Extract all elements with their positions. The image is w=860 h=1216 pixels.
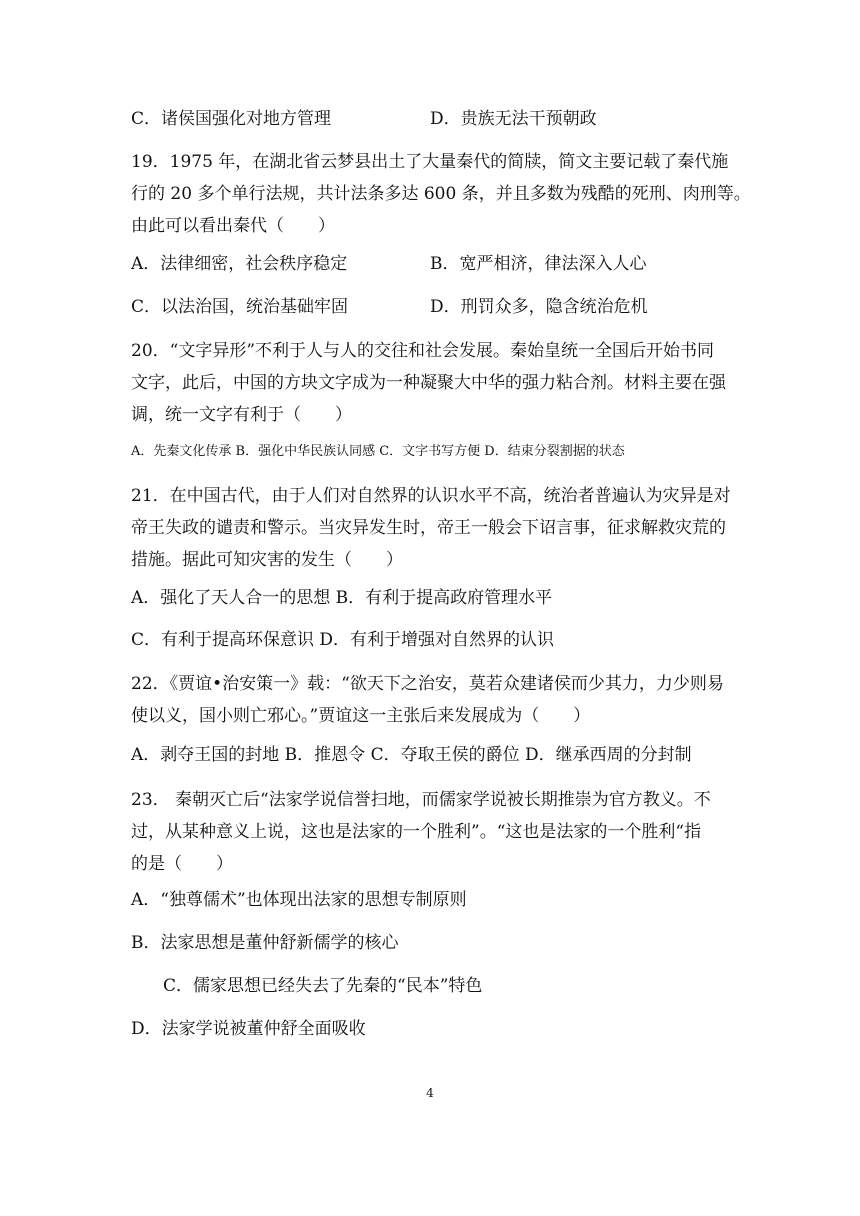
- option-c: C．诸侯国强化对地方管理: [131, 109, 332, 129]
- option-b: B．法家思想是董仲舒新儒学的核心: [131, 933, 399, 953]
- question-stem-line: 由此可以看出秦代（ ）: [131, 216, 335, 236]
- options-line: C．有利于提高环保意识 D．有利于增强对自然界的认识: [131, 630, 555, 650]
- question-stem-line: 22．《贾谊•治安策一》载：“欲天下之治安，莫若众建诸侯而少其力，力少则易: [131, 674, 724, 694]
- option-a: A．法律细密，社会秩序稳定: [131, 254, 348, 274]
- options-line: A．强化了天人合一的思想 B．有利于提高政府管理水平: [131, 588, 553, 608]
- question-stem-line: 使以义，国小则亡邪心。”贾谊这一主张后来发展成为（ ）: [131, 706, 591, 726]
- question-stem-line: 文字，此后，中国的方块文字成为一种凝聚大中华的强力粘合剂。材料主要在强: [131, 373, 726, 393]
- option-b: B．宽严相济，律法深入人心: [430, 254, 647, 274]
- options-line: A．先秦文化传承 B．强化中华民族认同感 C．文字书写方便 D．结束分裂割据的状态: [131, 444, 625, 459]
- question-stem-line: 23． 秦朝灭亡后“法家学说信誉扫地，而儒家学说被长期推崇为官方教义。不: [131, 790, 711, 810]
- option-c: C．儒家思想已经失去了先秦的“民本”特色: [163, 976, 483, 996]
- question-stem-line: 19．1975 年，在湖北省云梦县出土了大量秦代的简牍，简文主要记载了秦代施: [131, 152, 729, 172]
- option-d: D．贵族无法干预朝政: [430, 109, 597, 129]
- question-stem-line: 20．“文字异形”不利于人与人的交往和社会发展。秦始皇统一全国后开始书同: [131, 341, 715, 361]
- question-stem-line: 帝王失政的谴责和警示。当灾异发生时，帝王一般会下诏言事，征求解救灾荒的: [131, 518, 726, 538]
- question-stem-line: 21．在中国古代，由于人们对自然界的认识水平不高，统治者普遍认为灾异是对: [131, 486, 731, 506]
- question-stem-line: 措施。据此可知灾害的发生（ ）: [131, 550, 403, 570]
- question-stem-line: 行的 20 多个单行法规，共计法条多达 600 条，并且多数为残酷的死刑、肉刑等。: [131, 184, 751, 204]
- question-stem-line: 的是（ ）: [131, 854, 233, 874]
- options-line: A．剥夺王国的封地 B．推恩令 C．夺取王侯的爵位 D．继承西周的分封制: [131, 745, 692, 765]
- option-d: D．刑罚众多，隐含统治危机: [430, 297, 648, 317]
- question-stem-line: 过，从某种意义上说，这也是法家的一个胜利”。“这也是法家的一个胜利“指: [131, 822, 702, 842]
- option-c: C．以法治国，统治基础牢固: [131, 297, 349, 317]
- option-d: D．法家学说被董仲舒全面吸收: [131, 1019, 366, 1039]
- option-a: A．“独尊儒术”也体现出法家的思想专制原则: [131, 890, 467, 910]
- page-number: 4: [426, 1086, 434, 1100]
- question-stem-line: 调，统一文字有利于（ ）: [131, 405, 352, 425]
